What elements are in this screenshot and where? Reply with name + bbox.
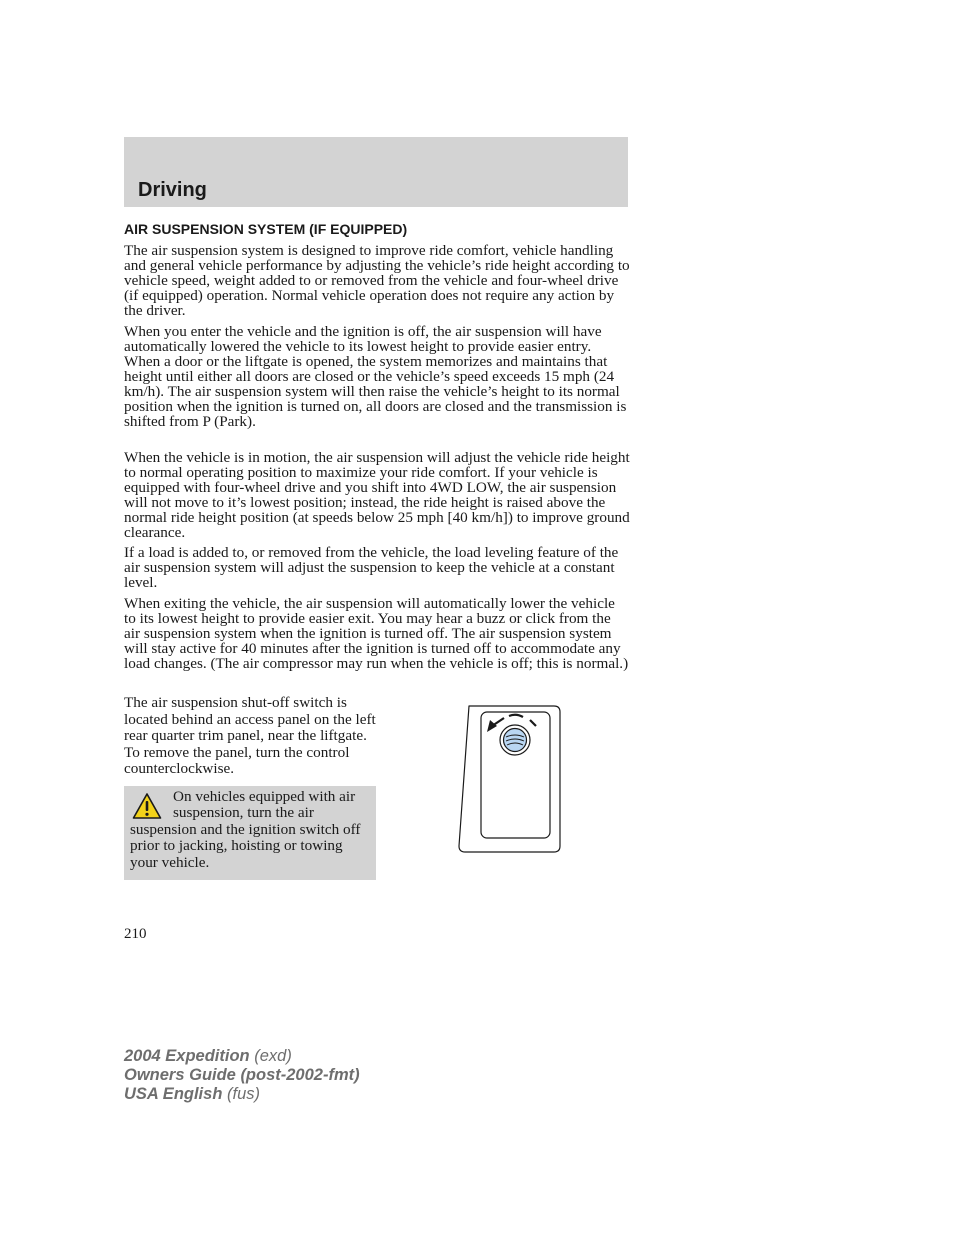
page-number: 210 [124,926,147,942]
footer-line-3: USA English (fus) [124,1085,260,1103]
paragraph-1: The air suspension system is designed to improve ride comfort, vehicle handling and general vehicle performance by adjusting the vehicle’s ride height according to vehicle speed, weight added to or removed from the vehicle and four-wheel drive (if equipped) operation. Normal vehicle operation does not require any action by the driver. [124,242,630,319]
paragraph-3: When the vehicle is in motion, the air suspension will adjust the vehicle ride height to normal operating position to maximize your ride comfort. If your vehicle is equipped with four-wheel drive and you shift into 4WD LOW, the air suspension will not move to it’s lowest position; instead, the ride height is raised above the normal ride height position (at speeds below 25 mph [40 km/h]) to improve ground clearance. [124,449,630,541]
shutoff-switch-text: The air suspension shut-off switch is located behind an access panel on the left rear quarter trim panel, near the liftgate. To remove the panel, turn the control counterclockwise. [124,694,376,777]
paragraph-2: When you enter the vehicle and the ignition is off, the air suspension will have automatically lowered the vehicle to its lowest height to provide easier entry. When a door or the liftgate is opened, the system memorizes and maintains that height until either all doors are closed or the vehicle’s speed exceeds 15 mph (24 km/h). The air suspension system will then raise the vehicle’s height to its normal position when the ignition is turned on, all doors are closed and the transmission is shifted from P (Park). [124,323,627,430]
warning-text: On vehicles equipped with air suspension, turn the air suspension and the ignition switch off prior to jacking, hoisting or towing your vehicle. [130,788,361,871]
footer-doc-info [124,1047,360,1104]
section-title: Driving [138,179,207,201]
footer-line-1: 2004 Expedition (exd) [124,1047,292,1065]
paragraph-4: If a load is added to, or removed from the vehicle, the load leveling feature of the air suspension system will adjust the suspension to keep the vehicle at a constant level. [124,544,619,591]
warning-box [124,786,376,880]
access-panel-illustration [456,702,566,858]
footer-line-2: Owners Guide (post-2002-fmt) [124,1066,360,1084]
paragraph-5: When exiting the vehicle, the air suspension will automatically lower the vehicle to its lowest height to provide easier exit. You may hear a buzz or click from the air suspension system when the ignition is turned off. The air suspension system will stay active for 40 minutes after the ignition is turned off to accommodate any load changes. (The air compressor may run when the vehicle is off; this is normal.) [124,595,629,672]
article-heading: AIR SUSPENSION SYSTEM (IF EQUIPPED) [124,221,408,237]
